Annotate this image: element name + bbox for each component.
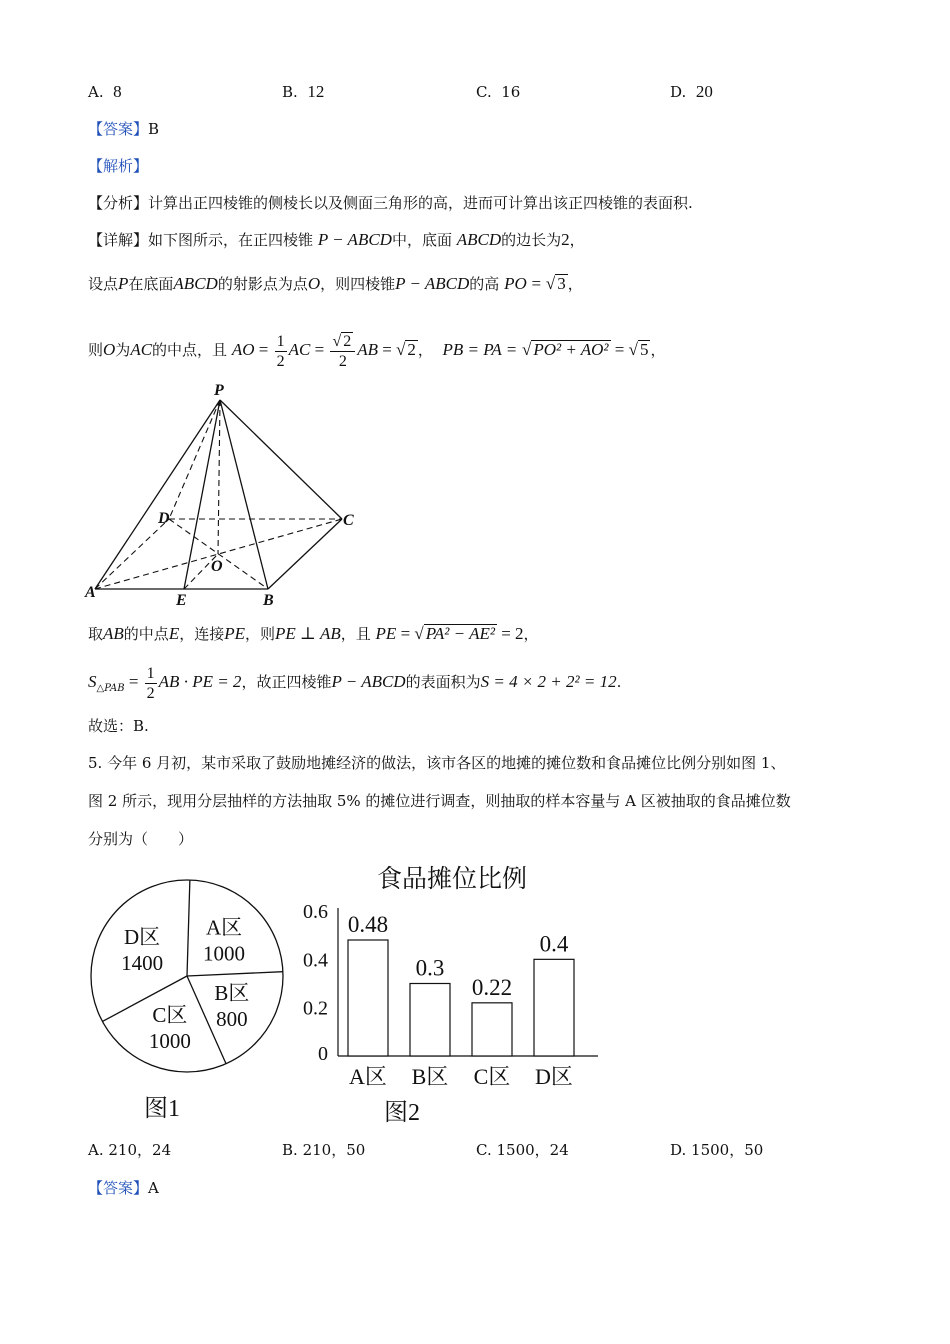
label-p: P [214,382,224,399]
fraction-half: $\frac{1}{2}$ [276,332,285,370]
label-a: A [85,584,96,601]
fraction-half-2: $\frac{1}{2}$ [146,664,155,702]
q5-option-d: D. 1500，50 [670,1141,764,1159]
bar-category-label: A区 [349,1064,387,1089]
q4-option-c: C. 16 [476,83,521,101]
q5-answer: 【答案】A [88,1179,159,1197]
y-tick-label: 0 [318,1043,328,1065]
q4-answer: 【答案】B [88,120,160,138]
y-tick-label: 0.2 [303,997,328,1020]
pie-label-a: A区 [205,915,243,940]
bar-category-label: B区 [411,1064,449,1089]
q5-stem-line-3: 分别为（ ） [88,830,194,848]
q5-option-c: C. 1500，24 [476,1141,569,1159]
pie-caption: 图1 [144,1096,180,1122]
edge-bc [268,519,342,589]
label-c: C [343,512,354,529]
bar-chart-title: 食品摊位比例 [376,866,528,893]
bar-value-label: 0.48 [347,912,389,937]
fraction-root2-over-2: $\frac{√ 2}{2}$ [330,332,355,371]
pie-chart-figure-1 [86,872,286,1132]
bar-value-label: 0.22 [471,974,513,1000]
q4-detail-line-5: $S_{\triangle PAB}$ = $\frac{1}{2}$ AB · PE = 2，故正四棱锥P − ABCD的表面积为S = 4 × 2 + 2² = 12. [88,664,622,702]
q4-detail-line-1: 【详解】如下图所示，在正四棱锥 P − ABCD中，底面 ABCD的边长为2， [88,230,585,249]
q5-option-a: A. 210，24 [88,1141,172,1159]
q5-stem-line-1: 5. 今年 6 月初，某市采取了鼓励地摊经济的做法，该市各区的地摊的摊位数和食品摊位比例分别如图 1、 [88,754,786,772]
label-d: D [158,510,170,527]
edge-pa [95,400,220,589]
q4-detail-line-3: 则O为AC的中点，且 AO = $\frac{1}{2}$ AC = $\frac{√ 2}{2}$ AB = √ 2 ， PB = PA = √ PO² + AO² = √ 5 ， [88,332,666,370]
bar-c [472,1003,512,1056]
pyramid-figure [80,378,380,610]
y-tick-label: 0.4 [303,949,328,972]
q4-detail-line-4: 取AB的中点E，连接PE，则PE ⊥ AB，且 PE = √ PA² − AE² = 2， [88,624,539,643]
q4-detail-line-2: 设点P在底面ABCD的射影点为点O，则四棱锥P − ABCD的高 PO = √ 3 ， [88,274,583,293]
q5-option-b: B. 210，50 [282,1141,366,1159]
label-e: E [176,592,187,609]
q4-fenxi: 【分析】计算出正四棱锥的侧棱长以及侧面三角形的高，进而可计算出该正四棱锥的表面积. [88,194,693,212]
q4-analysis-tag: 【解析】 [88,157,149,175]
bar-value-label: 0.4 [539,931,569,957]
bar-caption: 图2 [384,1100,420,1126]
edge-ad [95,519,169,589]
label-b: B [263,592,274,609]
q5-stem-line-2: 图 2 所示，现用分层抽样的方法抽取 5% 的摊位进行调查，则抽取的样本容量与 A 区被抽取的食品摊位数 [88,792,791,810]
bar-d [534,959,574,1056]
y-tick-label: 0.6 [303,901,328,923]
bar-category-label: C区 [473,1064,511,1089]
q4-option-a: A. 8 [88,82,122,101]
pie-slice-b [187,972,283,976]
bar-value-label: 0.3 [415,955,445,981]
bar-a [348,940,388,1056]
q4-option-d: D. 20 [670,82,713,101]
edge-pd [169,400,220,519]
bar-category-label: D区 [535,1064,573,1089]
pie-slice-a [187,880,190,976]
bar-b [410,984,450,1057]
label-o: O [211,558,223,575]
pie-label-c: C区 [152,1002,188,1027]
pie-label-d: D区 [124,925,161,950]
q4-conclusion: 故选：B. [88,717,149,735]
pie-value-a: 1000 [203,941,246,966]
pie-value-b: 800 [216,1006,248,1031]
edge-po [218,400,220,554]
q4-option-b: B. 12 [282,82,325,101]
pie-value-c: 1000 [148,1028,191,1053]
bar-chart-figure-2 [290,860,610,1132]
pie-label-b: B区 [214,980,250,1005]
edge-pc [220,400,342,519]
pie-value-d: 1400 [121,951,164,976]
